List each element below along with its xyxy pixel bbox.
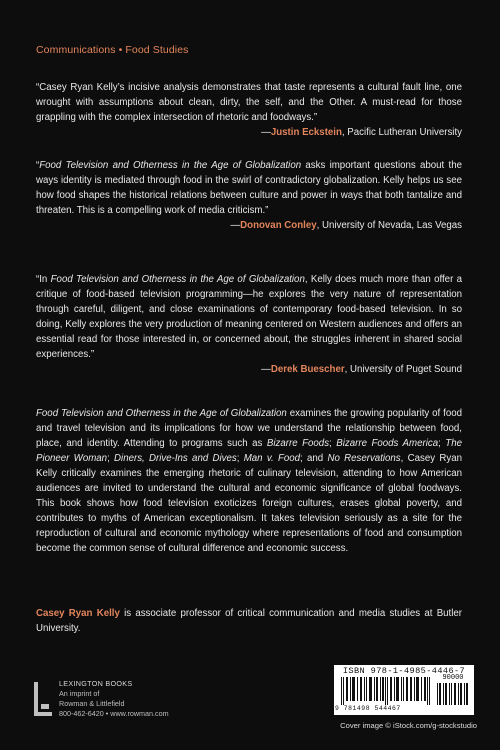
price-addon-number: 90000: [442, 674, 464, 682]
separator: ;: [438, 438, 446, 449]
imprint-line: An imprint of: [59, 689, 100, 698]
barcode: [334, 665, 474, 715]
separator: ;: [107, 453, 115, 464]
category-line: Communications • Food Studies: [36, 44, 189, 56]
program-title: Diners, Drive-Ins and Dives: [114, 453, 237, 464]
program-title: Bizarre Foods: [266, 438, 330, 449]
addon-barcode-icon: [437, 683, 469, 705]
book-description: [36, 406, 462, 556]
quote-text: , Kelly does much more than offer a critique of food-based television programming—he explores the very nature of representation through careful, diligent, and close examinations of contemporary food-based television. In so doing, Kelly explores the very production of meaning centered on Western audiences and offers an essential read for those interested in, or concerned about, the struggles inherent in shared social experiences.”: [36, 274, 463, 360]
endorser-affiliation: , University of Nevada, Las Vegas: [316, 220, 462, 231]
book-title: Food Television and Otherness in the Age of Globalization: [36, 408, 287, 419]
description-text: examines the growing popularity of food and travel television and its implications for how we understand the relationship between food, place, and identity. Attending to programs such as: [36, 408, 462, 449]
separator: ;: [236, 453, 244, 464]
quote-open: “: [36, 160, 40, 171]
endorser-name: Derek Buescher: [270, 364, 345, 375]
isbn-text: ISBN 978-1-4985-4446-7: [342, 666, 466, 676]
book-title: Food Television and Otherness in the Age of Globalization: [39, 160, 302, 171]
attribution-dash: —: [230, 220, 241, 231]
publisher-name: LEXINGTON BOOKS: [59, 679, 133, 688]
quote-text: “Casey Ryan Kelly’s incisive analysis demonstrates that taste represents a cultural fault line, one wrought with assumptions about clean, dirty, the self, and the Other. A must-read for those grappling with the complex intersection of rhetoric and foodways.”: [36, 82, 462, 123]
separator: ; and: [300, 453, 328, 464]
author-bio: [36, 606, 462, 636]
lexington-logo-icon: [32, 680, 54, 720]
quote-text: asks important questions about the ways identity is mediated through food in the swirl of contradictory globalization. Kelly helps us see how food shapes the historical relations between culture and power in ways that both tantalize and threaten. This is a compelling work of media criticism.”: [36, 160, 462, 216]
endorsement-quote-2: [36, 158, 462, 233]
endorser-affiliation: , University of Puget Sound: [344, 364, 462, 375]
ean-number: 9 781498 544467: [335, 705, 401, 712]
attribution-dash: —: [261, 127, 271, 138]
quote-attribution: [36, 125, 462, 140]
endorsement-quote-1: [36, 80, 462, 140]
bio-text: is associate professor of critical communication and media studies at Butler University.: [36, 608, 462, 634]
endorser-name: Donovan Conley: [240, 220, 317, 231]
program-title: Bizarre Foods America: [336, 438, 439, 449]
quote-attribution: [36, 362, 462, 377]
cover-credit: Cover image © iStock.com/g-stockstudio: [340, 721, 477, 730]
publisher-text: [59, 679, 169, 719]
program-title: Man v. Food: [243, 453, 301, 464]
endorser-name: Justin Eckstein: [270, 127, 342, 138]
endorser-affiliation: , Pacific Lutheran University: [341, 127, 462, 138]
quote-attribution: [230, 218, 462, 233]
separator: ;: [329, 438, 337, 449]
imprint-line: Rowman & Littlefield: [59, 699, 125, 708]
book-title: Food Television and Otherness in the Age of Globalization: [50, 274, 305, 285]
program-title: The Pioneer Woman: [36, 438, 462, 464]
publisher-block: [32, 679, 182, 729]
author-name: Casey Ryan Kelly: [36, 608, 120, 619]
ean-barcode-icon: [339, 677, 433, 705]
endorsement-quote-3: [36, 272, 462, 377]
description-text: , Casey Ryan Kelly critically examines the emerging rhetoric of culinary television, attending to how American audiences are invited to understand the cultural and economic significance of global foodways. This book shows how food television exoticizes foreign cultures, erases global poverty, and contributes to myths of American exceptionalism. It takes television seriously as a site for the reproduction of cultural and economic mythology where representations of food and consumption become the common sense of cultural difference and economic success.: [36, 453, 462, 554]
attribution-dash: —: [261, 364, 271, 375]
publisher-contact: 800-462-6420 • www.rowman.com: [59, 709, 169, 718]
quote-open: “In: [36, 274, 51, 285]
program-title: No Reservations: [327, 453, 401, 464]
